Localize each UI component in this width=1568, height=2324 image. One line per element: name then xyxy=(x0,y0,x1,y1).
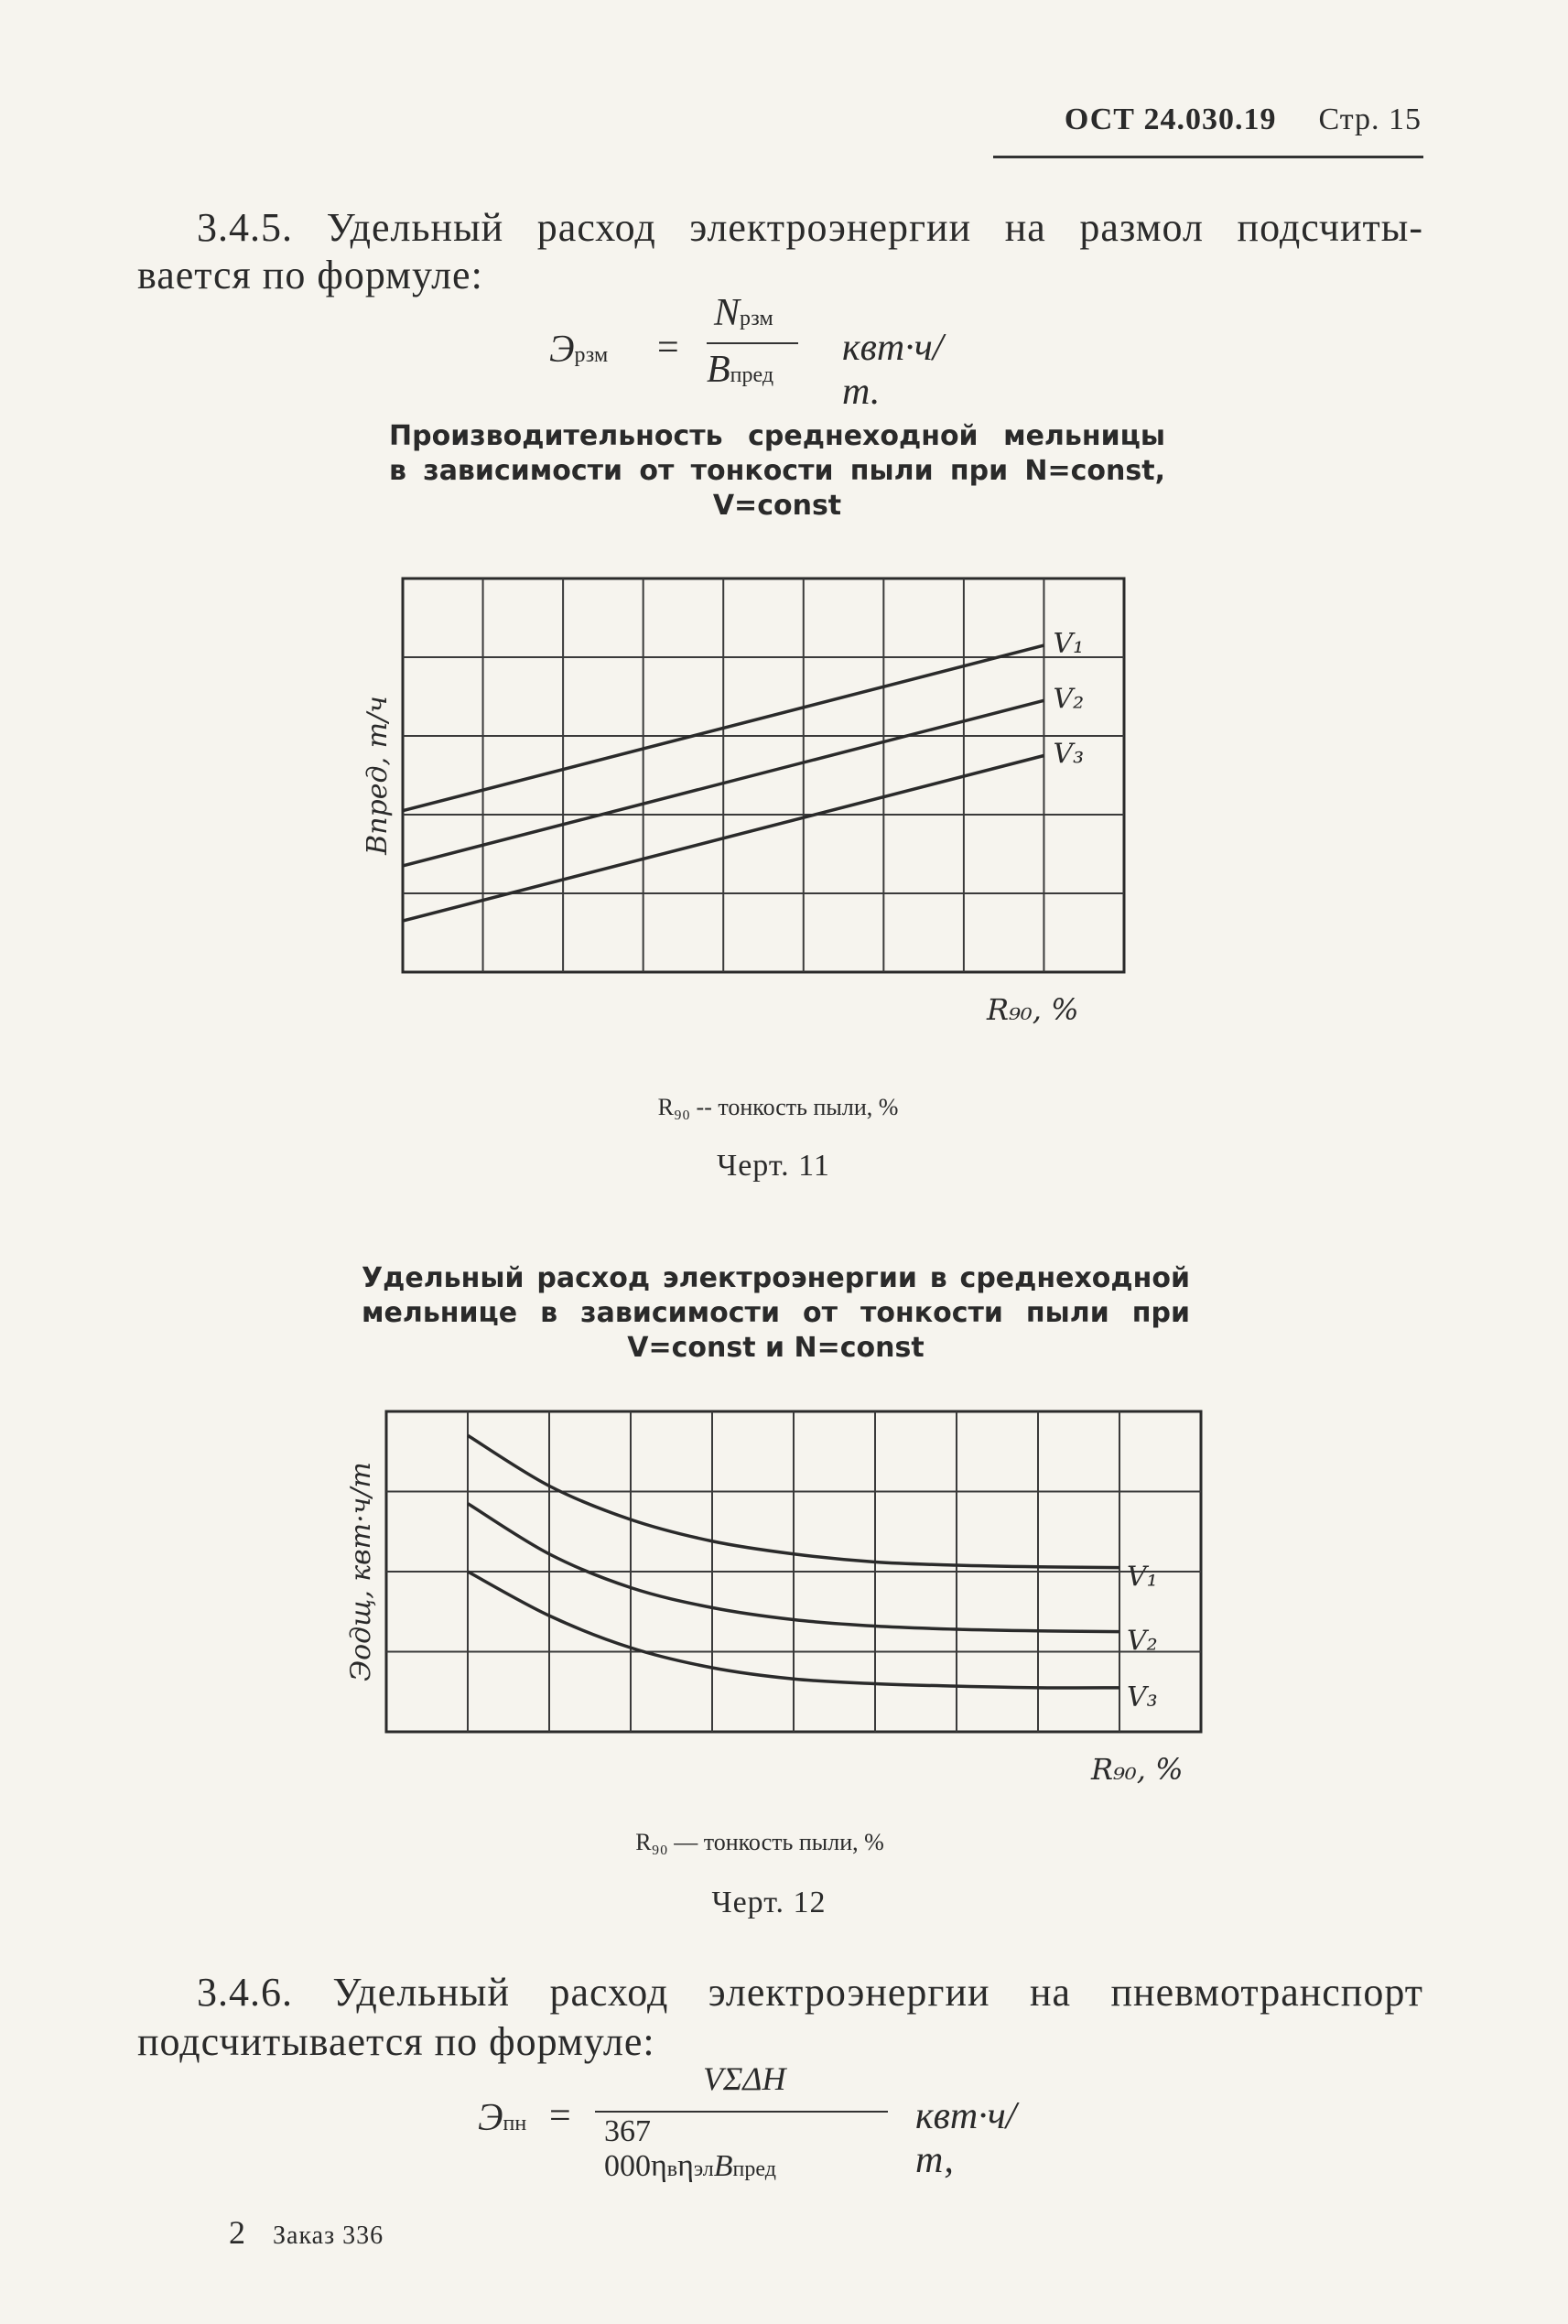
footer-order: Заказ 336 xyxy=(273,2221,384,2250)
standard-number: ОСТ 24.030.19 xyxy=(1064,103,1277,136)
chart11-grid xyxy=(403,578,1124,972)
footer-page-number: 2 xyxy=(229,2214,245,2251)
series-label-2: V₂ xyxy=(1127,1625,1158,1658)
chart12-label: Черт. 12 xyxy=(711,1886,827,1919)
page-number: Стр. 15 xyxy=(1318,103,1422,136)
formula1-fraction-line xyxy=(707,342,798,344)
formula2-den-sub1: в xyxy=(666,2157,678,2181)
chart12-labels xyxy=(345,1462,1184,1787)
chart11-title xyxy=(389,419,1165,524)
formula2-num: VΣΔH xyxy=(703,2060,786,2097)
formula2-lhs-sub: пн xyxy=(503,2112,527,2135)
formula1-num: N xyxy=(714,292,741,334)
chart12-title xyxy=(362,1261,1190,1366)
series-label-1: V₁ xyxy=(1127,1561,1158,1594)
chart12-caption: R₉₀ — тонкость пыли, % xyxy=(635,1829,884,1855)
formula2-den-sub3: пред xyxy=(732,2157,776,2181)
formula2-fraction-line xyxy=(595,2111,888,2113)
formula2-lhs: Э xyxy=(478,2097,503,2139)
page-header xyxy=(1065,103,1422,137)
y-axis-label: Bпред, т/ч xyxy=(362,696,394,855)
chart11-title-line1: Производительность среднеходной мельницы xyxy=(389,420,1165,452)
chart11-label: Черт. 11 xyxy=(717,1149,830,1183)
formula2-eq: = xyxy=(549,2095,571,2137)
formula2-den-b: B xyxy=(713,2149,733,2183)
chart11-title-line2: в зависимости от тонкости пыли при N=const, xyxy=(389,455,1165,487)
series-label-2: V₂ xyxy=(1053,683,1085,716)
formula2-den-sub2: эл xyxy=(693,2157,714,2181)
formula1-den-sub: пред xyxy=(730,363,774,387)
section-346-line1: 3.4.6. Удельный расход электроэнергии на пневмотранспорт xyxy=(197,1970,1423,2015)
chart12-plot xyxy=(320,1391,1217,1812)
chart12-title-line1: Удельный расход электроэнергии в среднеходной xyxy=(362,1262,1190,1294)
chart11-plot xyxy=(348,549,1172,1062)
x-axis-label: R₉₀, % xyxy=(987,992,1079,1027)
section-345-line1: 3.4.5. Удельный расход электроэнергии на размол подсчиты- xyxy=(197,205,1423,250)
chart12-grid xyxy=(386,1411,1201,1732)
chart12-title-line2: мельнице в зависимости от тонкости пыли при xyxy=(362,1297,1190,1329)
formula2-unit: квт·ч/т, xyxy=(915,2095,1017,2181)
chart11-title-line3: V=const xyxy=(712,490,842,522)
x-axis-label: R₉₀, % xyxy=(1091,1752,1184,1787)
formula1-unit: квт·ч/т. xyxy=(842,327,944,413)
formula1-lhs-sub: рзм xyxy=(574,343,609,367)
series-label-1: V₁ xyxy=(1053,628,1085,661)
section-345-line2: вается по формуле: xyxy=(137,253,483,297)
formula1-eq: = xyxy=(657,327,679,369)
formula1-lhs: Э xyxy=(549,329,575,371)
formula1-den: B xyxy=(707,349,730,391)
header-rule xyxy=(993,156,1423,158)
chart12-title-line3: V=const и N=const xyxy=(627,1332,925,1364)
plot-frame xyxy=(403,578,1124,972)
series-label-3: V₃ xyxy=(1127,1681,1158,1713)
formula1-num-sub: рзм xyxy=(740,307,773,330)
formula2-den: 367 000η xyxy=(604,2114,667,2183)
y-axis-label: Эодщ, квт·ч/т xyxy=(345,1462,377,1681)
chart11-caption: R₉₀ -- тонкость пыли, % xyxy=(657,1094,899,1120)
formula2-den-mid: η xyxy=(677,2149,694,2183)
section-346-line2: подсчитывается по формуле: xyxy=(137,2019,655,2064)
series-label-3: V₃ xyxy=(1053,738,1085,771)
page-footer xyxy=(229,2213,384,2252)
